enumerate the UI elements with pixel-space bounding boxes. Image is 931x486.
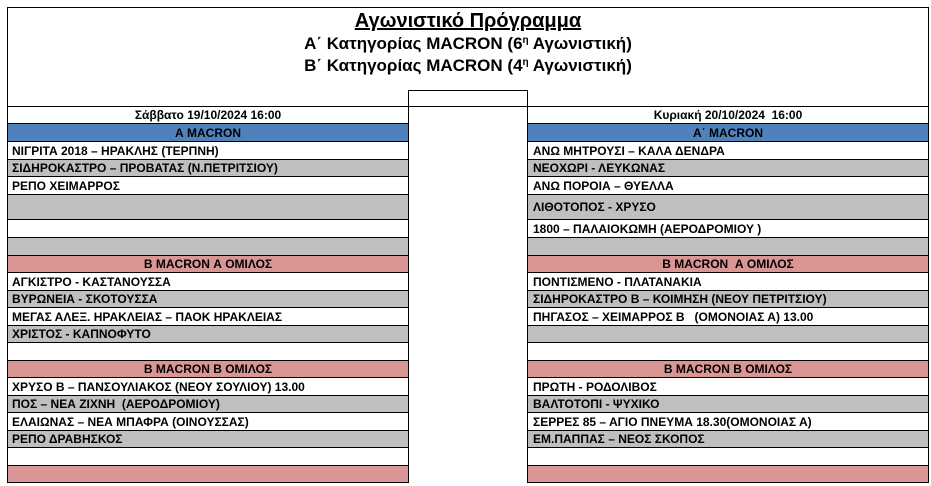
sunday-b-group-b-match: ΕΜ.ΠΑΠΠΑΣ – ΝΕΟΣ ΣΚΟΠΟΣ [528,431,928,448]
schedule-header [7,7,929,91]
category-a-ordinal: η [522,35,529,46]
sunday-b-macron-group-a-heading: Β MACRON Α ΟΜΙΛΟΣ [528,256,928,273]
sunday-a-macron-match: ΝΕΟΧΩΡΙ - ΛΕΥΚΩΝΑΣ [528,160,928,177]
schedule-title-line [8,9,928,33]
blank-row [8,448,408,466]
saturday-a-macron-match: ΡΕΠΟ ΧΕΙΜΑΡΡΟΣ [8,177,408,195]
category-a-label: Α΄ Κατηγορίας MACRON ( [304,34,514,53]
saturday-b-group-a-match: ΜΕΓΑΣ ΑΛΕΞ. ΗΡΑΚΛΕΙΑΣ – ΠΑΟΚ ΗΡΑΚΛΕΙΑΣ [8,308,408,326]
blank-row [8,343,408,361]
sunday-date: Κυριακή 20/10/2024 16:00 [528,107,928,124]
category-b-round-number: 4 [513,56,523,75]
blank-row [8,466,408,483]
saturday-a-macron-heading: Α MACRON [8,124,408,142]
saturday-b-macron-group-a-heading: Β MACRON Α ΟΜΙΛΟΣ [8,256,408,273]
saturday-b-group-a-match: ΒΥΡΩΝΕΙΑ - ΣΚΟΤΟΥΣΣΑ [8,291,408,308]
saturday-b-group-a-match: ΑΓΚΙΣΤΡΟ - ΚΑΣΤΑΝΟΥΣΣΑ [8,273,408,291]
saturday-b-group-a-match: ΧΡΙΣΤΟΣ - ΚΑΠΝΟΦΥΤΟ [8,326,408,343]
blank-row [8,195,408,220]
category-b-label: Β΄ Κατηγορίας MACRON ( [304,56,514,75]
blank-row [8,238,408,256]
category-b-round-line [8,55,928,77]
sunday-b-group-b-match: ΣΕΡΡΕΣ 85 – ΑΓΙΟ ΠΝΕΥΜΑ 18.30(ΟΜΟΝΟΙΑΣ Α) [528,413,928,431]
sunday-a-macron-match: ΑΝΩ ΠΟΡΟΙΑ – ΘΥΕΛΛΑ [528,177,928,195]
blank-row [8,90,408,107]
blank-row [528,343,928,361]
saturday-b-group-b-match: ΡΕΠΟ ΔΡΑΒΗΣΚΟΣ [8,431,408,448]
saturday-b-group-b-match: ΧΡΥΣΟ Β – ΠΑΝΣΟΥΛΙΑΚΟΣ (ΝΕΟΥ ΣΟΥΛΙΟΥ) 13.00 [8,378,408,396]
category-a-round-word: Αγωνιστική) [528,34,632,53]
sunday-b-macron-group-b-heading: Β MACRON Β ΟΜΙΛΟΣ [528,361,928,378]
blank-row [528,466,928,483]
category-a-round-number: 6 [513,34,523,53]
saturday-date: Σάββατο 19/10/2024 16:00 [8,107,408,124]
category-b-round-word: Αγωνιστική) [528,56,632,75]
blank-row [528,326,928,343]
sunday-a-macron-heading: Α΄ MACRON [528,124,928,142]
sunday-b-group-b-match: ΠΡΩΤΗ - ΡΟΔΟΛΙΒΟΣ [528,378,928,396]
saturday-b-group-b-match: ΠΟΣ – ΝΕΑ ΖΙΧΝΗ (ΑΕΡΟΔΡΟΜΙΟΥ) [8,396,408,413]
saturday-b-macron-group-b-heading: Β MACRON Β ΟΜΙΛΟΣ [8,361,408,378]
saturday-schedule [7,90,409,483]
sunday-b-group-a-match: ΠΟΝΤΙΣΜΕΝΟ - ΠΛΑΤΑΝΑΚΙΑ [528,273,928,291]
category-b-ordinal: η [522,57,529,68]
sunday-schedule [527,90,929,483]
blank-row [528,90,928,107]
blank-row [528,238,928,256]
blank-row [8,220,408,238]
sunday-b-group-a-match: ΠΗΓΑΣΟΣ – ΧΕΙΜΑΡΡΟΣ Β (ΟΜΟΝΟΙΑΣ Α) 13.00 [528,308,928,326]
sunday-a-macron-match: ΛΙΘΟΤΟΠΟΣ - ΧΡΥΣΟ [528,195,928,220]
saturday-a-macron-match: ΣΙΔΗΡΟΚΑΣΤΡΟ – ΠΡΟΒΑΤΑΣ (Ν.ΠΕΤΡΙΤΣΙΟΥ) [8,160,408,177]
category-a-round-line [8,33,928,55]
blank-row [528,448,928,466]
column-gap-top [409,90,527,107]
schedule-title: Αγωνιστικό Πρόγραμμα [354,10,582,32]
sunday-b-group-a-match: ΣΙΔΗΡΟΚΑΣΤΡΟ Β – ΚΟΙΜΗΣΗ (ΝΕΟΥ ΠΕΤΡΙΤΣΙΟΥ) [528,291,928,308]
saturday-a-macron-match: ΝΙΓΡΙΤΑ 2018 – ΗΡΑΚΛΗΣ (ΤΕΡΠΝΗ) [8,142,408,160]
sunday-a-macron-match: 1800 – ΠΑΛΑΙΟΚΩΜΗ (ΑΕΡΟΔΡΟΜΙΟΥ ) [528,220,928,238]
sunday-b-group-b-match: ΒΑΛΤΟΤΟΠΙ - ΨΥΧΙΚΟ [528,396,928,413]
saturday-b-group-b-match: ΕΛΑΙΩΝΑΣ – ΝΕΑ ΜΠΑΦΡΑ (ΟΙΝΟΥΣΣΑΣ) [8,413,408,431]
sunday-a-macron-match: ΑΝΩ ΜΗΤΡΟΥΣΙ – ΚΑΛΑ ΔΕΝΔΡΑ [528,142,928,160]
